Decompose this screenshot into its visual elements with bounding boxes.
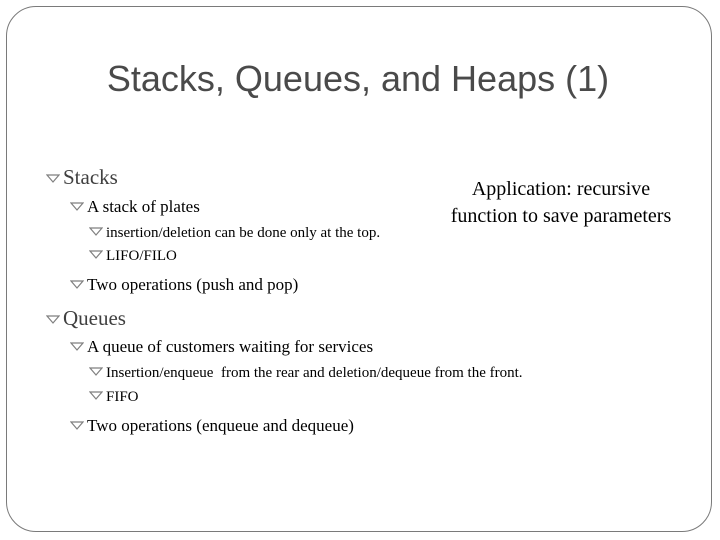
stacks-heading: Stacks: [63, 165, 118, 189]
application-note: [426, 176, 696, 230]
triangle-bullet-icon: [46, 314, 60, 324]
queues-item-2: Two operations (enqueue and dequeue): [87, 416, 354, 435]
bullet-stacks: [46, 167, 118, 188]
triangle-bullet-icon: [46, 173, 60, 183]
triangle-bullet-icon: [70, 420, 84, 430]
bullet-queues: [46, 308, 126, 329]
triangle-bullet-icon: [89, 226, 103, 236]
bullet-stack-of-plates: [70, 198, 200, 215]
stacks-sub-1: insertion/deletion can be done only at the top.: [106, 225, 381, 241]
queues-heading: Queues: [63, 306, 126, 330]
slide-title: Stacks, Queues, and Heaps (1): [106, 58, 610, 99]
application-note-line-1: Application: recursive: [471, 178, 651, 200]
stacks-item-2: Two operations (push and pop): [87, 275, 299, 294]
bullet-fifo: [89, 390, 139, 405]
triangle-bullet-icon: [89, 249, 103, 259]
stacks-sub-2: LIFO/FILO: [106, 248, 177, 264]
triangle-bullet-icon: [70, 201, 84, 211]
bullet-queue-insertion: [89, 366, 523, 381]
bullet-stack-operations: [70, 276, 298, 293]
triangle-bullet-icon: [70, 341, 84, 351]
bullet-lifo: [89, 249, 177, 264]
stacks-item-1: A stack of plates: [87, 197, 200, 216]
queues-sub-1: Insertion/enqueue from the rear and deletion/dequeue from the front.: [106, 365, 523, 381]
triangle-bullet-icon: [89, 366, 103, 376]
queues-item-1: A queue of customers waiting for services: [87, 337, 374, 356]
bullet-queue-of-customers: [70, 338, 373, 355]
application-note-line-2: function to save parameters: [450, 205, 672, 227]
triangle-bullet-icon: [89, 390, 103, 400]
bullet-stack-insertion: [89, 226, 380, 241]
queues-sub-2: FIFO: [106, 389, 139, 405]
triangle-bullet-icon: [70, 279, 84, 289]
bullet-queue-operations: [70, 417, 354, 434]
